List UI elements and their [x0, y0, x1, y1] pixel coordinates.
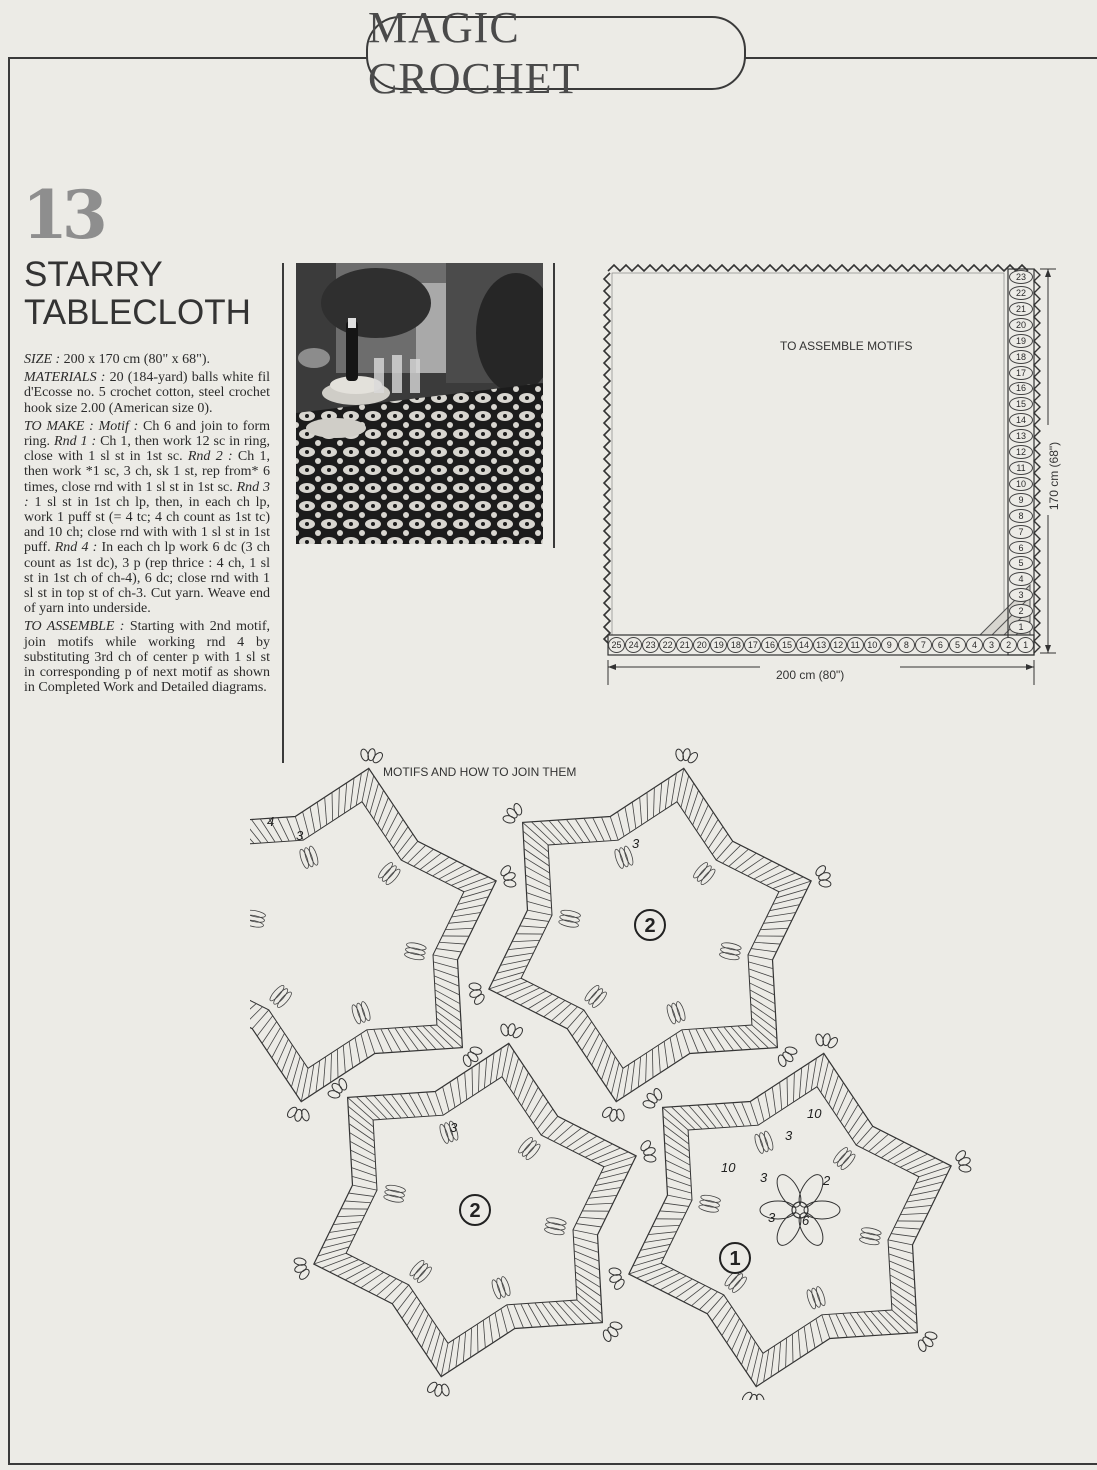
bottom-row-cell: 6 [932, 637, 949, 653]
pattern-number: 13 [22, 176, 102, 254]
bottom-row-cell: 8 [898, 637, 915, 653]
motif-number: 1 [729, 1248, 741, 1270]
right-column-cell: 9 [1009, 493, 1033, 507]
right-column-cell: 5 [1009, 556, 1033, 570]
rnd2-label: Rnd 2 : [187, 449, 233, 465]
photo-divider [553, 263, 555, 548]
tablecloth-photo-art [296, 263, 543, 544]
bottom-row-cell: 2 [1000, 637, 1017, 653]
materials-text: 20 (184-yard) balls white fil d'Ecosse no. 5 crochet cotton, steel crochet hook size 2.00 (American size 0). [24, 370, 271, 416]
right-column-cell: 8 [1009, 509, 1033, 523]
frame-bottom [8, 1463, 1097, 1465]
rnd4-label: Rnd 4 : [54, 540, 98, 556]
materials-label: MATERIALS : [24, 370, 106, 386]
right-column-cell: 12 [1009, 445, 1033, 459]
to-assemble-label: TO ASSEMBLE : [24, 619, 125, 635]
motifs-diagram [250, 720, 990, 1400]
bottom-row-cell: 1 [1017, 637, 1034, 653]
right-column-cell: 3 [1009, 588, 1033, 602]
height-label: 170 cm (68") [1047, 441, 1062, 511]
size-paragraph [24, 352, 270, 367]
bottom-row-cell: 12 [830, 637, 847, 653]
round-label: 3 [296, 828, 304, 843]
round-label: 3 [450, 1120, 458, 1135]
bottom-row-cell: 24 [625, 637, 642, 653]
right-column-cell: 16 [1009, 382, 1033, 396]
round-label: 10 [807, 1106, 822, 1121]
right-column-cell: 17 [1009, 366, 1033, 380]
frame-top-right [742, 57, 1097, 59]
materials-paragraph [24, 370, 270, 416]
banner-title: MAGIC CROCHET [368, 3, 581, 103]
motif-text: Ch 6 and join to form ring. [24, 418, 271, 450]
round-label: 2 [823, 1173, 831, 1188]
motifs-title: MOTIFS AND HOW TO JOIN THEM [383, 765, 577, 779]
right-column-cell: 1 [1009, 620, 1033, 634]
right-column-cell: 23 [1009, 270, 1033, 284]
round-label: 4 [267, 814, 275, 829]
right-column-cell: 19 [1009, 334, 1033, 348]
bottom-row-cell: 4 [966, 637, 983, 653]
bottom-row-cell: 3 [983, 637, 1000, 653]
motif-number: 2 [469, 1200, 481, 1222]
bottom-row-cell: 20 [693, 637, 710, 653]
bottom-row-cell: 13 [813, 637, 830, 653]
rnd1-label: Rnd 1 : [54, 434, 97, 450]
bottom-row-cell: 25 [608, 637, 625, 653]
tablecloth-photo [296, 263, 543, 544]
frame-left [8, 57, 10, 1465]
motif-number: 2 [644, 915, 656, 937]
right-column-cell: 6 [1009, 541, 1033, 555]
instructions [24, 352, 270, 698]
right-column-cell: 2 [1009, 604, 1033, 618]
rnd3-label: Rnd 3 : [24, 479, 270, 510]
right-column-numbers [1009, 269, 1033, 635]
bottom-row-cell: 17 [744, 637, 761, 653]
bottom-row-cell: 11 [847, 637, 864, 653]
right-column-cell: 11 [1009, 461, 1033, 475]
right-column-cell: 4 [1009, 572, 1033, 586]
right-column-cell: 13 [1009, 429, 1033, 443]
motif-label: Motif : [98, 418, 139, 434]
bottom-row-cell: 18 [727, 637, 744, 653]
right-column-cell: 20 [1009, 318, 1033, 332]
pattern-title: STARRY TABLECLOTH [24, 255, 251, 332]
round-label: 10 [721, 1160, 736, 1175]
width-label: 200 cm (80") [776, 668, 845, 682]
rnd1-text: Ch 1, then work 12 sc in ring, close with 1 sl st in 1st sc. [24, 434, 271, 465]
frame-top-left [8, 57, 368, 59]
rnd2-text: Ch 1, then work *1 sc, 3 ch, sk 1 st, rep from* 6 times, close rnd with 1 sl st in 1st sc. [24, 449, 271, 495]
size-label: SIZE : [24, 352, 61, 367]
bottom-row-cell: 10 [864, 637, 881, 653]
bottom-row-cell: 21 [676, 637, 693, 653]
bottom-row-numbers [608, 636, 1034, 654]
round-label: 3 [760, 1170, 768, 1185]
bottom-row-cell: 23 [642, 637, 659, 653]
right-column-cell: 14 [1009, 413, 1033, 427]
text-divider [282, 263, 284, 763]
to-make-paragraph [24, 419, 270, 617]
motifs-diagram-art [250, 720, 990, 1400]
assembly-diagram [600, 255, 1070, 690]
bottom-row-cell: 22 [659, 637, 676, 653]
right-column-cell: 21 [1009, 302, 1033, 316]
bottom-row-cell: 5 [949, 637, 966, 653]
round-label: 3 [785, 1128, 793, 1143]
size-text: 200 x 170 cm (80" x 68"). [63, 352, 211, 367]
bottom-row-cell: 19 [710, 637, 727, 653]
magazine-banner [366, 3, 746, 103]
center-petal [760, 1201, 796, 1219]
round-label: 6 [802, 1213, 810, 1228]
round-label: 3 [768, 1210, 776, 1225]
right-column-cell: 18 [1009, 350, 1033, 364]
right-column-cell: 15 [1009, 397, 1033, 411]
bottom-row-cell: 14 [796, 637, 813, 653]
to-assemble-paragraph [24, 619, 270, 695]
center-petal [804, 1201, 840, 1219]
bottom-row-cell: 7 [915, 637, 932, 653]
bottom-row-cell: 16 [761, 637, 778, 653]
assemble-title: TO ASSEMBLE MOTIFS [780, 339, 913, 353]
right-column-cell: 10 [1009, 477, 1033, 491]
rnd3-text: 1 sl st in 1st ch lp, then, in each ch lp, work 1 puff st (= 4 tc; 4 ch count as 1st tc) and 10 ch; close rnd with with 1 sl st in 1st puff. [24, 494, 271, 556]
right-column-cell: 7 [1009, 525, 1033, 539]
motif-star-top-left [250, 748, 516, 1122]
round-label: 3 [632, 836, 640, 851]
bottom-row-cell: 15 [778, 637, 795, 653]
to-assemble-text: Starting with 2nd motif, join motifs while working rnd 4 by substituting 3rd ch of center p with 1 sl st in corresponding p of next motif as shown in Completed Work and Detailed diagrams. [24, 619, 270, 696]
bottom-row-cell: 9 [881, 637, 898, 653]
rnd4-text: In each ch lp work 6 dc (3 ch count as 1st dc), 3 p (rep thrice : 4 ch, 1 sl st in 1st ch of ch-4), 6 dc; close rnd with 1 sl st in top st of ch-3. Cut yarn. Weave end of yarn into underside. [24, 540, 271, 617]
assembly-diagram-art [600, 255, 1070, 690]
to-make-label: TO MAKE : [24, 418, 94, 434]
right-column-cell: 22 [1009, 286, 1033, 300]
